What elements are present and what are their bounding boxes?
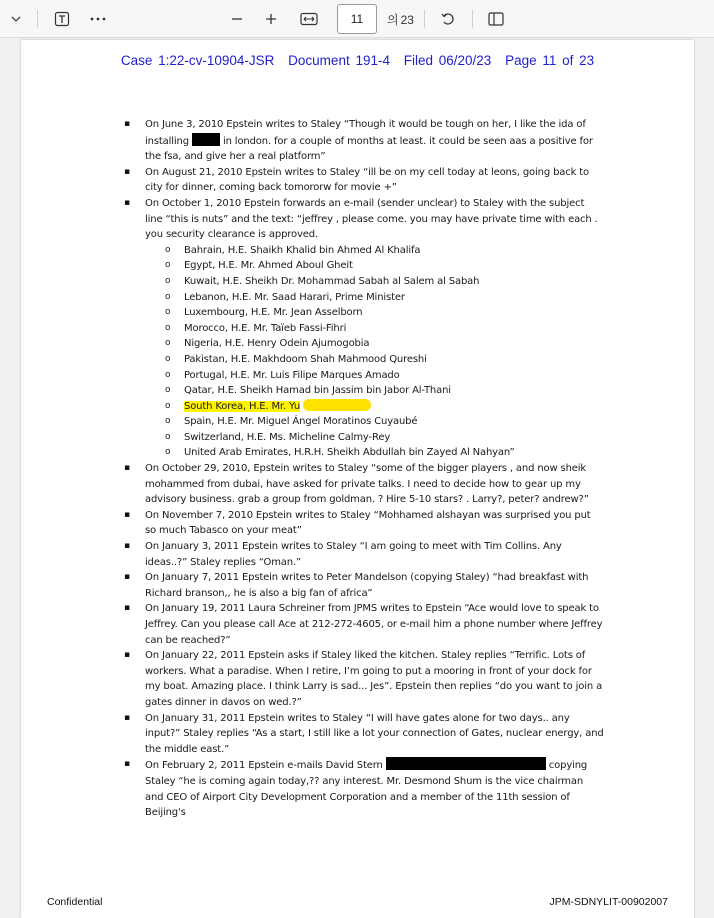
redaction-box	[192, 133, 220, 146]
chevron-down-icon[interactable]	[6, 6, 26, 32]
fit-width-icon[interactable]	[296, 6, 322, 32]
highlight-blot	[303, 399, 371, 411]
pdf-toolbar	[0, 0, 714, 38]
list-item: ▪ On January 22, 2011 Epstein asks if Staley liked the kitchen. Staley replies “Terrific. Lots of workers. What a paradise. When I retire, I’m going to put a mooring in front of your dock for my boat. Amazing place. I think Larry is sad... Jes”. Epstein then replies “do you want to join a gates dinner in davos on wed.?”	[124, 648, 604, 710]
page-number-input[interactable]: 11	[337, 4, 377, 34]
toolbar-divider	[37, 10, 38, 28]
page-total	[387, 11, 416, 28]
list-item: ▪ On November 7, 2010 Epstein writes to Staley “Mohhamed alshayan was surprised you put so much Tabasco on your meat”	[124, 508, 604, 539]
sub-list-item: o Bahrain, H.E. Shaikh Khalid bin Ahmed Al Khalifa	[163, 243, 604, 259]
sub-list-item: o Nigeria, H.E. Henry Odein Ajumogobia	[163, 336, 604, 352]
zoom-out-icon[interactable]	[226, 6, 248, 32]
pdf-page	[21, 40, 694, 918]
filed-date: Filed 06/20/23	[403, 53, 492, 68]
list-item: ▪ On January 3, 2011 Epstein writes to Staley “I am going to meet with Tim Collins. Any ideas..?” Staley replies “Oman.”	[124, 539, 604, 570]
footer-confidential: Confidential	[47, 896, 103, 908]
sub-list	[163, 243, 604, 461]
more-icon[interactable]	[86, 6, 110, 32]
bullet-list	[124, 117, 604, 821]
document-body	[124, 117, 604, 821]
sub-list-item: o Switzerland, H.E. Ms. Micheline Calmy-Rey	[163, 430, 604, 446]
sub-list-item: o Lebanon, H.E. Mr. Saad Harari, Prime Minister	[163, 290, 604, 306]
sub-list-item-highlighted	[163, 399, 604, 415]
sub-list-item: o Luxembourg, H.E. Mr. Jean Asselborn	[163, 305, 604, 321]
toolbar-divider	[472, 10, 473, 28]
document-number: Document 191-4	[288, 53, 390, 68]
list-item: ▪ On January 19, 2011 Laura Schreiner from JPMS writes to Epstein “Ace would love to speak to Jeffrey. Can you please call Ace at 212-272-4605, or e-mail him a phone number where Jeffrey can be reached?”	[124, 601, 604, 648]
list-item: ▪ On June 3, 2010 Epstein writes to Staley “Though it would be tough on her, I like the ida of installing in london. for a couple of months at least. it could be seen aas a positive for the fsa, and give her a real platform”	[124, 117, 604, 165]
page-total-value: 23	[400, 13, 414, 27]
list-item: ▪ On October 29, 2010, Epstein writes to Staley “some of the bigger players , and now sheik mohammed from dubai, have asked for private talks. I need to decide how to gear up my advisory business. grab a group from goldman. ? Hire 5-10 stars? . Larry?, peter? andrew?”	[124, 461, 604, 508]
list-item: ▪ On January 7, 2011 Epstein writes to Peter Mandelson (copying Staley) “had breakfast with Richard branson,, he is also a big fan of africa”	[124, 570, 604, 601]
footer-bates-number: JPM-SDNYLIT-00902007	[549, 896, 668, 908]
list-item: ▪ On August 21, 2010 Epstein writes to Staley “ill be on my cell today at leons, going back to city for dinner, coming back tomororw for movie +”	[124, 165, 604, 196]
toolbar-divider	[424, 10, 425, 28]
list-item: ▪ On February 2, 2011 Epstein e-mails David Stern copying Staley “he is coming again today,?? any interest. Mr. Desmond Shum is the vice chairman and CEO of Airport City Development Corporation and a member of the 11th session of Beijing's	[124, 757, 604, 820]
page-indicator: Page 11 of 23	[505, 53, 595, 68]
list-item: ▪ On January 31, 2011 Epstein writes to Staley “I will have gates alone for two days.. any input?” Staley replies “As a start, I still like a lot your connection of Gates, nuclear energy, and the middle east.”	[124, 711, 604, 758]
redaction-box	[386, 757, 546, 770]
zoom-in-icon[interactable]	[260, 6, 282, 32]
page-view-icon[interactable]	[484, 6, 508, 32]
sub-list-item: o Pakistan, H.E. Makhdoom Shah Mahmood Qureshi	[163, 352, 604, 368]
sub-list-item: o Egypt, H.E. Mr. Ahmed Aboul Gheit	[163, 258, 604, 274]
rotate-icon[interactable]	[436, 6, 460, 32]
list-item: ▪ On October 1, 2010 Epstein forwards an e-mail (sender unclear) to Staley with the subject line “this is nuts” and the text: “jeffrey , please come. you may have private time with each . you security clearance is approved. o Bahrain, H.E. Shaikh Khalid bin Ahmed Al Khalifa o Egypt, H.E. Mr. Ahmed Aboul Gheit o Kuwait, H.E. Sheikh Dr. Mohammad Sabah al Salem al Sabah o Lebanon, H.E. Mr. Saad Harari, Prime Minister o Luxembourg, H.E. Mr. Jean Asselborn o Morocco, H.E. Mr. Taïeb Fassi-Fihri o Nigeria, H.E. Henry Odein Ajumogobia o Pakistan, H.E. Makhdoom Shah Mahmood Qureshi o Portugal, H.E. Mr. Luis Filipe Marques Amado o Qatar, H.E. Sheikh Hamad bin Jassim bin Jabor Al-Thani o South Korea, H.E. Mr. Yu o Spain, H.E. Mr. Miguel Ángel Moratinos Cuyaubé o Switzerland, H.E. Ms. Micheline Calmy-Rey o United Arab Emirates, H.R.H. Sheikh Abdullah bin Zayed Al Nahyan”	[124, 196, 604, 461]
sub-list-item: o United Arab Emirates, H.R.H. Sheikh Abdullah bin Zayed Al Nahyan”	[163, 445, 604, 461]
sub-list-item: o Morocco, H.E. Mr. Taïeb Fassi-Fihri	[163, 321, 604, 337]
page-of-label: 의	[387, 13, 399, 27]
highlighted-text: South Korea, H.E. Mr. Yu	[184, 400, 301, 412]
sub-list-item: o Spain, H.E. Mr. Miguel Ángel Moratinos Cuyaubé	[163, 414, 604, 430]
case-header	[21, 53, 694, 68]
text-select-icon[interactable]	[50, 6, 74, 32]
sub-list-item: o Qatar, H.E. Sheikh Hamad bin Jassim bin Jabor Al-Thani	[163, 383, 604, 399]
sub-list-item: o Kuwait, H.E. Sheikh Dr. Mohammad Sabah al Salem al Sabah	[163, 274, 604, 290]
case-number: Case 1:22-cv-10904-JSR	[120, 53, 275, 68]
sub-list-item: o Portugal, H.E. Mr. Luis Filipe Marques Amado	[163, 368, 604, 384]
